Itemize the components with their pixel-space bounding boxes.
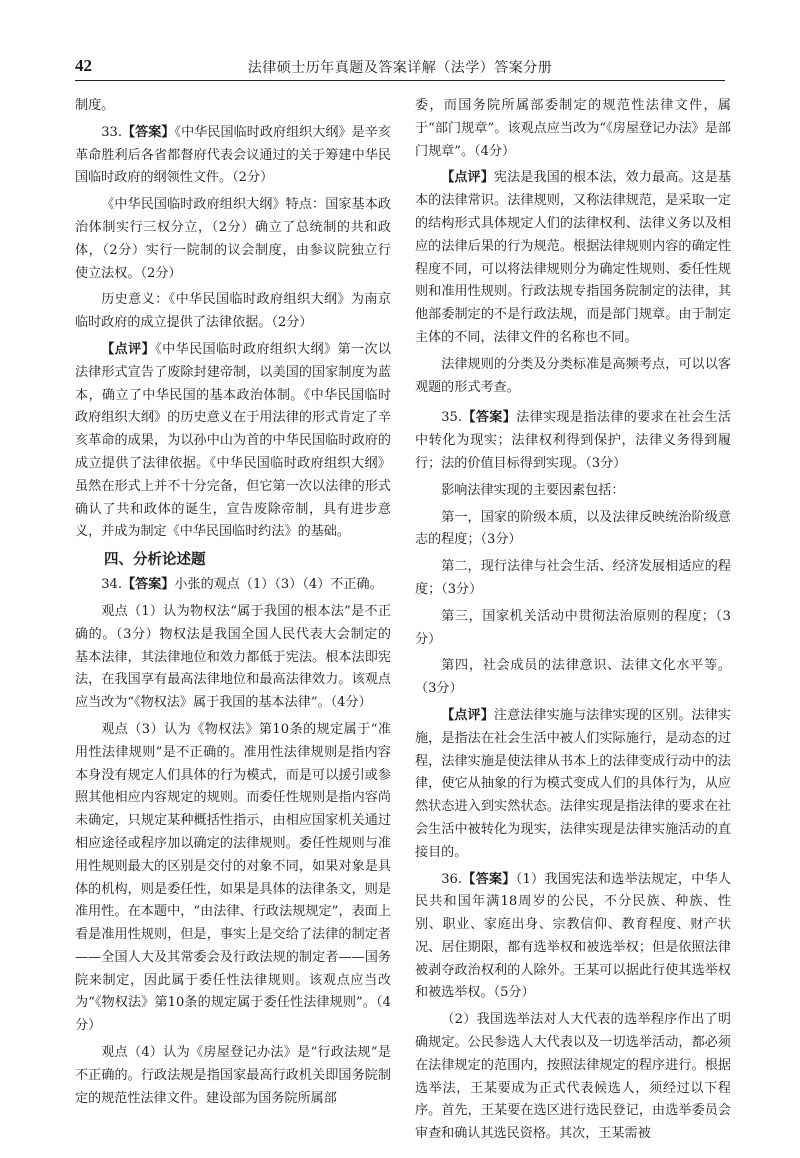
paragraph: 观点（4）认为《房屋登记办法》是“行政法规”是不正确的。行政法规是指国家最高行政机关即国务院制定的规范性法律文件。建设部为国务院所属部 (75, 1045, 391, 1106)
section-heading: 四、分析论述题 (104, 552, 206, 569)
question-number: 33. (101, 124, 123, 140)
answer-text: 小张的观点（1）（3）（4）不正确。 (174, 577, 383, 593)
answer-text: 《中华民国临时政府组织大纲》是辛亥革命胜利后各省都督府代表会议通过的关于筹建中华民国临时政府的纲领性文件。（2分） (75, 124, 392, 186)
paragraph: 第一，国家的阶级本质，以及法律反映统治阶级意志的程度；（3分） (415, 509, 731, 548)
answer-tag: 【答案】 (462, 410, 517, 426)
paragraph: 影响法律实现的主要因素包括： (441, 482, 625, 498)
paragraph: 法律规则的分类及分类标准是高频考点，可以以客观题的形式考查。 (415, 356, 731, 395)
comment-text: 宪法是我国的根本法，效力最高。这是基本的法律常识。法律规则，又称法律规范，是采取一定的结构形式具体规定人们的法律权利、法律义务以及相应的法律后果的行为规范。根据法律规则内容的确定性程度不同，可以将法律规则分为确定性规则、委任性规则和准用性规则。行政法规专指国务院制定的法律，其他部委制定的不是行政法规，而是部门规章。由于制定主体的不同，法律文件的名称也不同。 (415, 170, 732, 345)
right-column (415, 95, 731, 1150)
paragraph: 委，而国务院所属部委制定的规范性法律文件，属于“部门规章”。该观点应当改为“《房屋登记办法》是部门规章”。（4分） (415, 98, 731, 159)
comment-33 (75, 339, 391, 544)
paragraph: 《中华民国临时政府组织大纲》特点：国家基本政治体制实行三权分立，（2分）确立了总统制的共和政体，（2分）实行一院制的议会制度，由参议院独立行使立法权。（2分） (75, 197, 391, 281)
answer-tag: 【答案】 (122, 124, 175, 140)
answer-text: （1）我国宪法和选举法规定，中华人民共和国年满18周岁的公民，不分民族、种族、性别、职业、家庭出身、宗教信仰、教育程度、财产状况、居住期限，都有选举权和被选举权；但是依照法律被剥夺政治权利的人除外。王某可以据此行使其选举权和被选举权。（5分） (415, 871, 732, 1001)
paragraph: （2）我国选举法对人大代表的选举程序作出了明确规定。公民参选人大代表以及一切选举活动，都必须在法律规定的范围内，按照法律规定的程序进行。根据选举法，王某要成为正式代表候选人，须经过以下程序。首先，王某要在选区进行选民登记，由选举委员会审查和确认其选民资格。其次，王某需被 (415, 1012, 731, 1142)
paragraph: 第四，社会成员的法律意识、法律文化水平等。（3分） (415, 658, 731, 697)
page-number: 42 (75, 56, 92, 75)
comment-text: 《中华民国临时政府组织大纲》第一次以法律形式宣告了废除封建帝制，以美国的国家制度为蓝本，确立了中华民国的基本政治体制。《中华民国临时政府组织大纲》的历史意义在于用法律的形式肯定了辛亥革命的成果，为以孙中山为首的中华民国临时政府的成立提供了法律依据。《中华民国临时政府组织大纲》虽然在形式上并不十分完备，但它第一次以法律的形式确认了共和政体的诞生，宣告废除帝制，具有进步意义，并成为制定《中华民国临时约法》的基础。 (75, 341, 392, 540)
page-header (75, 50, 725, 81)
comment-text: 注意法律实施与法律实现的区别。法律实施，是指法在社会生活中被人们实际施行，是动态的过程，法律实施是使法律从书本上的法律变成行动中的法律，使它从抽象的行为模式变成人们的具体行为，从应然状态进入到实然状态。法律实现是指法律的要求在社会生活中被转化为现实，法律实现是法律实施活动的直接目的。 (415, 707, 732, 860)
paragraph: 制度。 (75, 98, 115, 113)
comment-34 (415, 167, 731, 349)
answer-tag: 【答案】 (462, 871, 516, 887)
question-number: 34. (101, 577, 123, 593)
comment-35 (415, 705, 731, 865)
answer-34 (75, 574, 391, 597)
answer-33 (75, 122, 391, 190)
paragraph: 历史意义：《中华民国临时政府组织大纲》为南京临时政府的成立提供了法律依据。（2分） (75, 292, 391, 331)
left-column (75, 95, 391, 1114)
answer-tag: 【答案】 (122, 577, 175, 593)
question-number: 35. (441, 410, 463, 426)
paragraph: 第三，国家机关活动中贯彻法治原则的程度；（3分） (415, 608, 731, 647)
comment-tag: 【点评】 (441, 707, 494, 723)
answer-35 (415, 407, 731, 475)
comment-tag: 【点评】 (101, 341, 156, 357)
comment-tag: 【点评】 (441, 170, 494, 186)
paragraph: 观点（1）认为物权法“属于我国的根本法”是不正确的。（3分）物权法是我国全国人民代表大会制定的基本法律，其法律地位和效力都低于宪法。根本法即宪法，在我国享有最高法律地位和最高法律效力。该观点应当改为“《物权法》属于我国的基本法律”。（4分） (75, 603, 391, 711)
paragraph: 观点（3）认为《物权法》第10条的规定属于“准用性法律规则”是不正确的。准用性法律规则是指内容本身没有规定人们具体的行为模式，而是可以援引或参照其他相应内容规定的规则。而委任性规则是指内容尚未确定，只规定某种概括性指示，由相应国家机关通过相应途径或程序加以确定的法律规则。委任性规则与准用性规则最大的区别是交付的对象不同，如果对象是具体的机构，则是委任性，如果是具体的法律条文，则是准用性。在本题中，“由法律、行政法规规定”，表面上看是准用性规则，但是，事实上是交给了法律的制定者——全国人大及其常委会及行政法规的制定者——国务院来制定，因此属于委任性法律规则。该观点应当改为“《物权法》第10条的规定属于委任性法律规则”。（4分） (75, 721, 391, 1034)
running-title: 法律硕士历年真题及答案详解（法学）答案分册 (247, 60, 553, 76)
answer-text: 法律实现是指法律的要求在社会生活中转化为现实；法律权利得到保护，法律义务得到履行；法的价值目标得到实现。（3分） (415, 410, 732, 471)
answer-36 (415, 869, 731, 1006)
paragraph: 第二，现行法律与社会生活、经济发展相适应的程度；（3分） (415, 559, 731, 597)
question-number: 36. (441, 871, 463, 887)
